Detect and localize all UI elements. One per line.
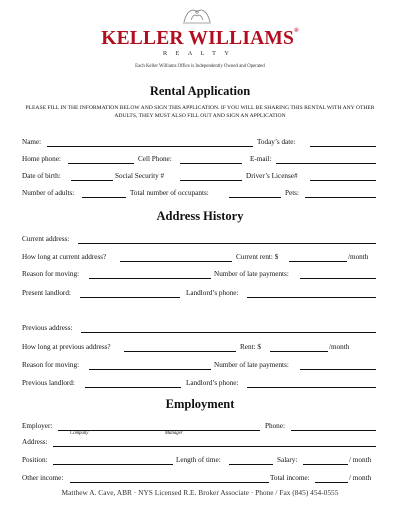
employer-phone-label: Phone: bbox=[265, 422, 285, 430]
how-long-previous-field[interactable] bbox=[124, 351, 236, 352]
dob-field[interactable] bbox=[71, 180, 113, 181]
current-rent-label: Current rent: $ bbox=[236, 253, 279, 261]
reason-moving-field[interactable] bbox=[89, 278, 211, 279]
salary-per-month: / month bbox=[349, 456, 372, 464]
logo-wordmark: KELLER WILLIAMS bbox=[101, 28, 295, 49]
license-label: Driver’s License# bbox=[246, 172, 298, 180]
landlord-phone-field[interactable] bbox=[247, 297, 376, 298]
email-field[interactable] bbox=[276, 163, 376, 164]
late-payments-label: Number of late payments: bbox=[214, 270, 289, 278]
cell-phone-label: Cell Phone: bbox=[138, 155, 172, 163]
adults-field[interactable] bbox=[82, 197, 126, 198]
todays-date-label: Today’s date: bbox=[257, 138, 296, 146]
how-long-current-field[interactable] bbox=[120, 261, 232, 262]
current-address-label: Current address: bbox=[22, 235, 70, 243]
pets-field[interactable] bbox=[305, 197, 376, 198]
landlord-phone-label: Landlord’s phone: bbox=[186, 289, 239, 297]
length-of-time-field[interactable] bbox=[229, 464, 273, 465]
how-long-previous-label: How long at previous address? bbox=[22, 343, 111, 351]
dob-label: Date of birth: bbox=[22, 172, 61, 180]
current-rent-per-month: /month bbox=[348, 253, 369, 261]
employment-heading: Employment bbox=[165, 397, 235, 411]
present-landlord-field[interactable] bbox=[80, 297, 180, 298]
landlord-phone-2-field[interactable] bbox=[247, 387, 376, 388]
company-caption: Company bbox=[70, 431, 89, 436]
reason-moving-2-field[interactable] bbox=[89, 369, 211, 370]
name-label: Name: bbox=[22, 138, 42, 146]
form-notice: PLEASE FILL IN THE INFORMATION BELOW AND SIGN THIS APPLICATION. IF YOU WILL BE SHARING THIS RENTAL WITH ANY OTHER ADULTS, THEY MUST ALSO FILL OUT AND SIGN AN APPLICATION bbox=[25, 105, 375, 119]
name-field[interactable] bbox=[47, 146, 253, 147]
present-landlord-label: Present landlord: bbox=[22, 289, 71, 297]
employer-address-field[interactable] bbox=[53, 446, 376, 447]
rent-label: Rent: $ bbox=[240, 343, 261, 351]
total-income-field[interactable] bbox=[315, 482, 348, 483]
todays-date-field[interactable] bbox=[310, 146, 376, 147]
late-payments-2-label: Number of late payments: bbox=[214, 361, 289, 369]
position-label: Position: bbox=[22, 456, 48, 464]
total-income-per-month: / month bbox=[349, 474, 372, 482]
late-payments-field[interactable] bbox=[300, 278, 376, 279]
company-logo bbox=[0, 28, 400, 50]
total-income-label: Total income: bbox=[270, 474, 310, 482]
position-field[interactable] bbox=[53, 464, 173, 465]
pets-label: Pets: bbox=[285, 189, 299, 197]
agent-footer: Matthew A. Cave, ABR · NYS Licensed R.E. Broker Associate · Phone / Fax (845) 454-0555 bbox=[61, 488, 339, 497]
rent-per-month: /month bbox=[329, 343, 350, 351]
salary-label: Salary: bbox=[277, 456, 298, 464]
ssn-label: Social Security # bbox=[115, 172, 165, 180]
current-address-field[interactable] bbox=[78, 243, 376, 244]
how-long-current-label: How long at current address? bbox=[22, 253, 107, 261]
home-phone-label: Home phone: bbox=[22, 155, 61, 163]
email-label: E-mail: bbox=[250, 155, 272, 163]
occupants-label: Total number of occupants: bbox=[130, 189, 209, 197]
logo-realty: REALTY bbox=[162, 50, 238, 57]
previous-landlord-field[interactable] bbox=[85, 387, 181, 388]
address-history-heading: Address History bbox=[156, 209, 244, 223]
salary-field[interactable] bbox=[303, 464, 348, 465]
logo-tagline: Each Keller Williams Office is Independently Owned and Operated bbox=[135, 64, 265, 69]
ssn-field[interactable] bbox=[180, 180, 242, 181]
previous-address-field[interactable] bbox=[81, 332, 376, 333]
manager-caption: Manager bbox=[165, 431, 183, 436]
late-payments-2-field[interactable] bbox=[300, 369, 376, 370]
license-field[interactable] bbox=[310, 180, 376, 181]
home-phone-field[interactable] bbox=[68, 163, 134, 164]
previous-address-label: Previous address: bbox=[22, 324, 73, 332]
kw-logo-emblem-icon bbox=[181, 6, 213, 26]
reason-moving-2-label: Reason for moving: bbox=[22, 361, 80, 369]
reason-moving-label: Reason for moving: bbox=[22, 270, 80, 278]
employer-phone-field[interactable] bbox=[291, 430, 376, 431]
form-title: Rental Application bbox=[149, 84, 251, 98]
current-rent-field[interactable] bbox=[289, 261, 347, 262]
occupants-field[interactable] bbox=[229, 197, 281, 198]
other-income-field[interactable] bbox=[70, 482, 269, 483]
employer-address-label: Address: bbox=[22, 438, 48, 446]
cell-phone-field[interactable] bbox=[180, 163, 242, 164]
registered-mark: ® bbox=[294, 28, 299, 34]
rent-field[interactable] bbox=[270, 351, 328, 352]
previous-landlord-label: Previous landlord: bbox=[22, 379, 75, 387]
employer-label: Employer: bbox=[22, 422, 53, 430]
length-of-time-label: Length of time: bbox=[176, 456, 221, 464]
other-income-label: Other income: bbox=[22, 474, 64, 482]
adults-label: Number of adults: bbox=[22, 189, 75, 197]
landlord-phone-2-label: Landlord’s phone: bbox=[186, 379, 239, 387]
